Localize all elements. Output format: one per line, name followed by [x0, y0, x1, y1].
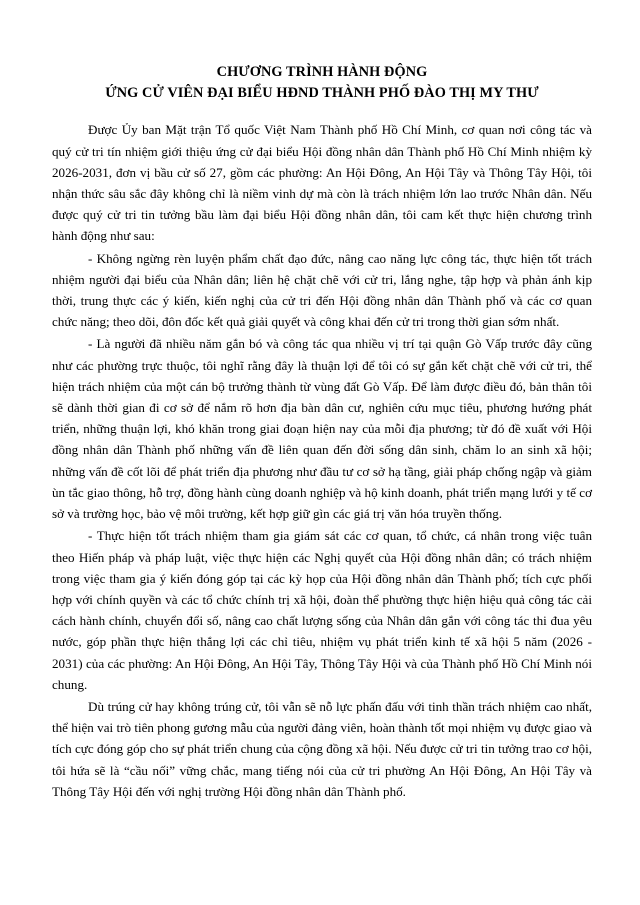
- document-body: [52, 119, 592, 802]
- paragraph: Được Ủy ban Mặt trận Tổ quốc Việt Nam Thành phố Hồ Chí Minh, cơ quan nơi công tác và quý cử tri tín nhiệm giới thiệu ứng cử đại biểu Hội đồng nhân dân Thành phố Hồ Chí Minh nhiệm kỳ 2026-2031, đơn vị bầu cử số 27, gồm các phường: An Hội Đông, An Hội Tây và Thông Tây Hội, tôi nhận thức sâu sắc đây không chỉ là niềm vinh dự mà còn là trách nhiệm lớn lao trước Nhân dân. Nếu được quý cử tri tin tưởng bầu làm đại biểu Hội đồng nhân dân, tôi cam kết thực hiện chương trình hành động như sau:: [52, 122, 592, 244]
- paragraph: - Là người đã nhiều năm gắn bó và công tác qua nhiều vị trí tại quận Gò Vấp trước đây cũng như các phường trực thuộc, tôi nghĩ rằng đây là thuận lợi để tôi có sự gắn kết chặt chẽ với cử tri, thể hiện trách nhiệm của một cán bộ trưởng thành từ vùng đất Gò Vấp. Để làm được điều đó, bản thân tôi sẽ dành thời gian đi cơ sở để nắm rõ hơn địa bàn dân cư, nghiên cứu mục tiêu, phương hướng phát triển, những thuận lợi, khó khăn trong giai đoạn hiện nay của mỗi địa phương; từ đó đề xuất với Hội đồng nhân dân Thành phố những vấn đề liên quan đến đời sống dân sinh, chăm lo an sinh xã hội; những vấn đề cốt lõi để phát triển địa phương như đầu tư cơ sở hạ tầng, giải pháp chống ngập và giảm ùn tắc giao thông, hỗ trợ, đồng hành cùng doanh nghiệp và hộ kinh doanh, phát triển mạng lưới y tế cơ sở và trường học, bảo vệ môi trường, kết hợp giữ gìn các giá trị văn hóa truyền thống.: [52, 336, 592, 522]
- page-title: [52, 62, 592, 103]
- page-title-line-1: CHƯƠNG TRÌNH HÀNH ĐỘNG: [216, 64, 428, 80]
- paragraph: - Thực hiện tốt trách nhiệm tham gia giám sát các cơ quan, tổ chức, cá nhân trong việc tuân theo Hiến pháp và pháp luật, việc thực hiện các Nghị quyết của Hội đồng nhân dân; có trách nhiệm trong việc tham gia ý kiến đóng góp tại các kỳ họp của Hội đồng nhân dân Thành phố; tích cực phối hợp với chính quyền và các tổ chức chính trị xã hội, đoàn thể phường thực hiện hiệu quả công tác cải cách hành chính, chuyển đổi số, nâng cao chất lượng sống của Nhân dân gắn với công tác thi đua yêu nước, góp phần thực hiện thắng lợi các chỉ tiêu, nhiệm vụ phát triển kinh tế xã hội 5 năm (2026 - 2031) của các phường: An Hội Đông, An Hội Tây, Thông Tây Hội và của Thành phố Hồ Chí Minh nói chung.: [52, 528, 592, 692]
- paragraph: Dù trúng cử hay không trúng cử, tôi vẫn sẽ nỗ lực phấn đấu với tinh thần trách nhiệm cao nhất, thể hiện vai trò tiên phong gương mẫu của người đảng viên, hoàn thành tốt mọi nhiệm vụ được giao và tích cực đóng góp cho sự phát triển chung của cộng đồng xã hội. Nếu được cử tri tin tưởng trao cơ hội, tôi hứa sẽ là “cầu nối” vững chắc, mang tiếng nói của cử tri phường An Hội Đông, An Hội Tây và Thông Tây Hội đến với nghị trường Hội đồng nhân dân Thành phố.: [52, 698, 592, 799]
- paragraph: - Không ngừng rèn luyện phẩm chất đạo đức, nâng cao năng lực công tác, thực hiện tốt trách nhiệm người đại biểu của Nhân dân; liên hệ chặt chẽ với cử tri, lắng nghe, tập hợp và phản ánh kịp thời, trung thực các ý kiến, kiến nghị của cử tri đến Hội đồng nhân dân Thành phố và các cơ quan chức năng; theo dõi, đôn đốc kết quả giải quyết và công khai đến cử tri trong thời gian sớm nhất.: [52, 250, 592, 330]
- page-title-line-2: ỨNG CỬ VIÊN ĐẠI BIỂU HĐND THÀNH PHỐ ĐÀO THỊ MY THƯ: [105, 84, 539, 101]
